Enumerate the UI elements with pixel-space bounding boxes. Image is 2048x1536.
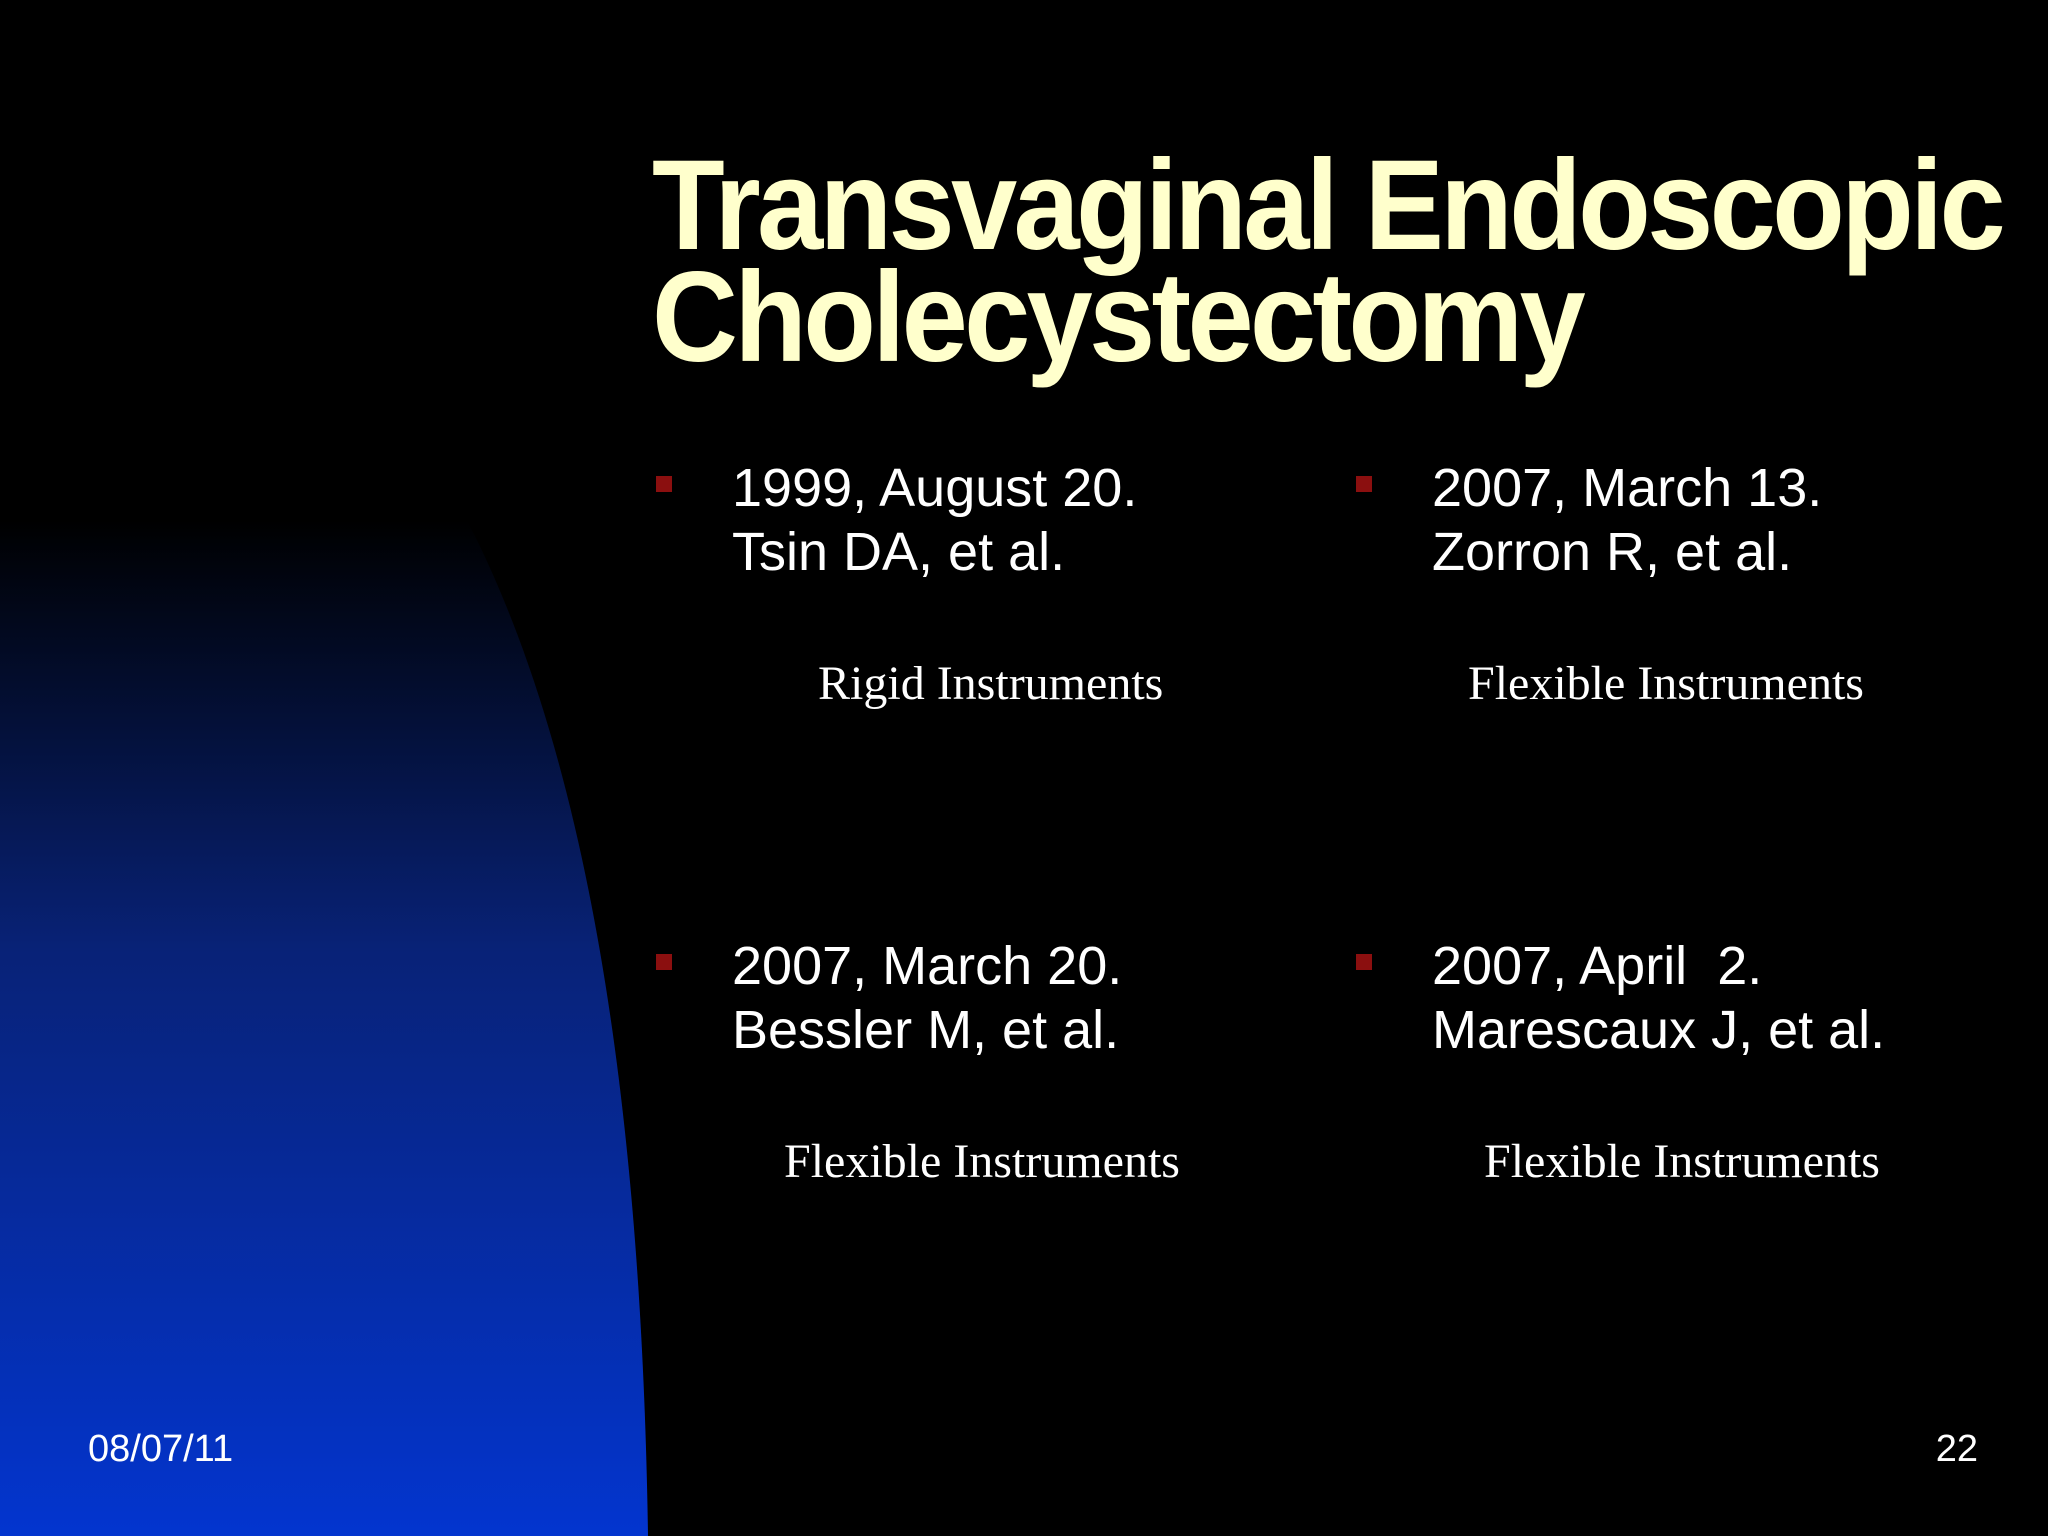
entry-text bbox=[732, 456, 1137, 584]
instrument-type: Flexible Instruments bbox=[1468, 657, 1864, 710]
entry-authors: Zorron R, et al. bbox=[1432, 522, 1793, 582]
entry-text bbox=[1432, 934, 1885, 1062]
instrument-type: Flexible Instruments bbox=[784, 1135, 1180, 1188]
entry-authors: Bessler M, et al. bbox=[732, 1000, 1120, 1060]
entry-text bbox=[1432, 456, 1822, 584]
timeline-entry bbox=[656, 456, 1296, 596]
entry-date: 2007, April 2. bbox=[1432, 936, 1763, 996]
bullet-square-icon bbox=[1356, 476, 1372, 492]
bullet-square-icon bbox=[1356, 954, 1372, 970]
bullet-square-icon bbox=[656, 954, 672, 970]
entry-text bbox=[732, 934, 1122, 1062]
timeline-entry bbox=[1356, 934, 1996, 1074]
entry-date: 1999, August 20. bbox=[732, 458, 1138, 518]
instrument-type: Rigid Instruments bbox=[818, 657, 1164, 710]
bullet-square-icon bbox=[656, 476, 672, 492]
slide-title bbox=[652, 134, 2002, 389]
timeline-entry bbox=[656, 934, 1296, 1074]
instrument-type: Flexible Instruments bbox=[1484, 1135, 1880, 1188]
footer-date: 08/07/11 bbox=[88, 1428, 234, 1470]
entry-authors: Tsin DA, et al. bbox=[732, 522, 1066, 582]
slide-number: 22 bbox=[1935, 1428, 1978, 1470]
entry-date: 2007, March 13. bbox=[1432, 458, 1823, 518]
timeline-entry bbox=[1356, 456, 1996, 596]
title-line-1: Transvaginal Endoscopic bbox=[652, 134, 2002, 277]
entry-authors: Marescaux J, et al. bbox=[1432, 1000, 1886, 1060]
title-line-2: Cholecystectomy bbox=[652, 246, 1582, 389]
entry-date: 2007, March 20. bbox=[732, 936, 1123, 996]
